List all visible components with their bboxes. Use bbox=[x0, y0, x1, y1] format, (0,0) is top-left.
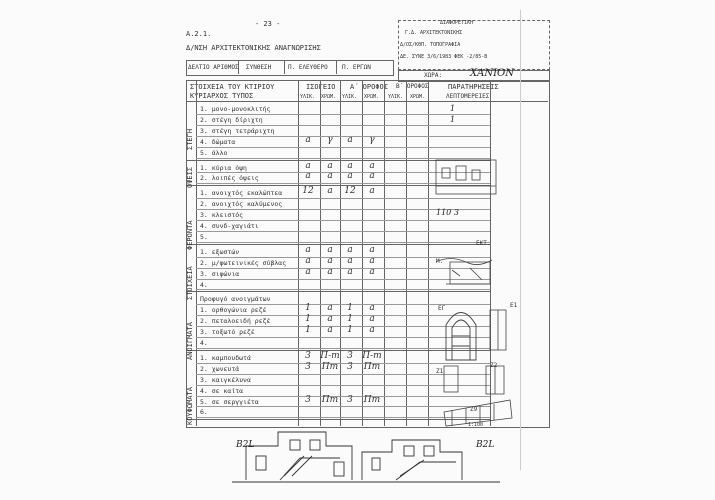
row-value: 1 bbox=[347, 325, 353, 336]
row-value: a bbox=[369, 171, 375, 182]
row-number: 4. bbox=[200, 339, 208, 347]
row-text: κύρια όψη bbox=[211, 163, 247, 172]
row-value: a bbox=[347, 255, 353, 266]
row-value: a bbox=[347, 160, 353, 171]
row-number: 3. bbox=[200, 375, 208, 384]
row-number: 2. bbox=[200, 115, 208, 124]
sketch-label-ekt: ΕΚΤ. bbox=[476, 240, 491, 247]
section-label-koufomata: ΚΟΥΦΩΜΑΤΑ bbox=[186, 387, 194, 425]
col-b-orofos: Β΄ ΟΡΟΦΟΣ bbox=[396, 83, 429, 90]
row-value: a bbox=[369, 303, 375, 314]
row-number: 5. bbox=[200, 397, 208, 406]
form-title: Δ/ΝΣΗ ΑΡΧΙΤΕΚΤΟΝΙΚΗΣ ΑΝΑΓΝΩΡΙΣΗΣ bbox=[186, 44, 321, 52]
row-number: 5. bbox=[200, 232, 208, 241]
row-number: 1. bbox=[200, 306, 208, 315]
row-number: 5. bbox=[200, 148, 208, 157]
row-value: γ bbox=[369, 134, 375, 145]
row-number: 1. bbox=[200, 353, 208, 362]
row-value: 1 bbox=[305, 325, 311, 336]
row-number: 4. bbox=[200, 386, 208, 395]
row-text: στέγη δίριχτη bbox=[211, 115, 263, 124]
row-number: 3. bbox=[200, 269, 208, 278]
building-sketch-icon bbox=[436, 160, 496, 194]
row-value: Π-m bbox=[320, 350, 340, 361]
row-value: a bbox=[305, 266, 311, 277]
row-text: ορθογώνια ρεζέ bbox=[211, 306, 267, 315]
row-value: a bbox=[327, 303, 333, 314]
row-text: συνδ-χαγιάτι bbox=[211, 222, 259, 230]
row-value: 3 bbox=[347, 394, 353, 405]
subcol-4: ΧΡΩΜ. bbox=[364, 94, 380, 100]
row-value: 3 bbox=[305, 394, 311, 405]
row-value: 1 bbox=[347, 303, 353, 314]
row-text: σε σεργγιέτα bbox=[211, 397, 259, 406]
row-value: a bbox=[369, 314, 375, 325]
row-text: εξωστών bbox=[211, 247, 240, 256]
remark-top-2: 1 bbox=[450, 115, 456, 124]
sketch-label-e1: Ε1 bbox=[510, 302, 518, 309]
row-value: a bbox=[305, 171, 311, 182]
row-text: μονο-μονοκλιτής bbox=[211, 105, 271, 113]
col-main-header: ΣΤΟΙΧΕΙΑ ΤΟΥ ΚΤΙΡΙΟΥ bbox=[190, 83, 275, 91]
stamp-line-3: Δ/ΟΣ/ΚΘΠ. ΤΟΠΟΓΡΑΦΙΑ bbox=[400, 42, 461, 48]
row-text: δώματα bbox=[211, 137, 236, 146]
row-value: 1 bbox=[305, 314, 311, 325]
sketch-label-z9: Ζ9 bbox=[470, 406, 478, 413]
field-deltio: ΔΕΛΤΙΟ ΑΡΙΘΜΟΣ bbox=[188, 64, 239, 71]
row-value: a bbox=[327, 314, 333, 325]
arched-door-icon bbox=[446, 313, 476, 361]
row-value: a bbox=[347, 171, 353, 182]
row-text: σιφώνια bbox=[211, 269, 240, 278]
remark-top-1: 1 bbox=[450, 104, 456, 113]
row-value: a bbox=[369, 244, 375, 255]
row-value: 3 bbox=[305, 361, 311, 372]
col-remarks-sub: ΛΕΠΤΟΜΕΡΕΙΕΣ bbox=[446, 93, 490, 100]
row-number: 1. bbox=[200, 247, 208, 256]
section-label-anoigmata: ΑΝΟΙΓΜΑΤΑ bbox=[186, 322, 194, 360]
sketch-scale: 1:100 bbox=[468, 422, 484, 428]
bottom-label-left: Β2L bbox=[236, 440, 255, 450]
sketch-label-z1: Ζ1 bbox=[436, 368, 444, 375]
row-text: καμπουδωτά bbox=[211, 353, 251, 362]
row-text: χωνευτά bbox=[211, 364, 240, 373]
form-code: Α.2.1. bbox=[186, 30, 212, 38]
row-number: 4. bbox=[200, 137, 208, 146]
row-number: 2. bbox=[200, 364, 208, 373]
subcol-6: ΧΡΩΜ. bbox=[410, 94, 426, 100]
bottom-label-right: Β2L bbox=[476, 440, 495, 450]
row-value: a bbox=[327, 244, 333, 255]
row-number: 4. bbox=[200, 222, 208, 230]
remark-mid: 110 3 bbox=[436, 208, 459, 217]
row-number: 3. bbox=[200, 328, 208, 337]
place-label: ΧΩΡΑ: bbox=[424, 72, 443, 79]
row-value: a bbox=[305, 134, 311, 145]
row-text: τοξωτό ρεζέ bbox=[211, 328, 255, 337]
row-value: a bbox=[369, 325, 375, 336]
row-number: 2. bbox=[200, 174, 208, 183]
row-number: 1. bbox=[200, 163, 208, 172]
row-value: Πm bbox=[363, 361, 381, 372]
row-text: άλλο bbox=[211, 148, 228, 157]
sketch-label-z2: Ζ2 bbox=[490, 362, 498, 369]
row-value: a bbox=[347, 134, 353, 145]
scan-fold-line bbox=[520, 10, 521, 470]
row-value: a bbox=[327, 186, 333, 197]
row-value: a bbox=[369, 160, 375, 171]
section-label-feronta: ΦΕΡΟΝΤΑ bbox=[186, 220, 194, 250]
field-synthesi: ΣΥΝΘΕΣΗ bbox=[246, 64, 272, 71]
stamp-line-4: ΔΕ. ΣΥΝΕ 3/6/1983 ΦΕΚ -2/85-Β bbox=[400, 54, 488, 60]
tall-window-icon bbox=[490, 310, 506, 350]
row-text: ανοιχτός καλύμενος bbox=[211, 200, 283, 209]
row-value: 1 bbox=[305, 303, 311, 314]
section-label-stegi: ΣΤΕΓΗ bbox=[186, 128, 194, 150]
row-value: 3 bbox=[347, 361, 353, 372]
section-label-opseis: ΟΨΕΙΣ bbox=[186, 166, 194, 188]
row-value: a bbox=[347, 266, 353, 277]
row-text: σε καίτα bbox=[211, 386, 244, 395]
field-eleuthero: Π. ΕΛΕΥΘΕΡΟ bbox=[288, 64, 328, 71]
row-value: a bbox=[305, 244, 311, 255]
stamp-line-2: Γ.Δ. ΑΡΧΙΤΕΚΤΟΝΙΚΗΣ bbox=[405, 30, 463, 36]
stamp-line-1: ΔΙΑΦΟΡΕΤΙΚΗ bbox=[440, 20, 474, 26]
col-sub-header: ΚΥΡΙΑΡΧΟΣ ΤΥΠΟΣ bbox=[190, 92, 254, 100]
row-text: κλειστός bbox=[211, 211, 244, 220]
row-number: 3. bbox=[200, 126, 208, 135]
row-value: a bbox=[369, 186, 375, 197]
row-value: a bbox=[327, 266, 333, 277]
row-number: 2. bbox=[200, 317, 208, 326]
row-value: γ bbox=[327, 134, 333, 145]
row-number: 1. bbox=[200, 189, 208, 198]
subcol-2: ΧΡΩΜ. bbox=[321, 94, 337, 100]
row-text: μ/φωτεινικές σύβλας bbox=[211, 258, 287, 267]
row-value: 12 bbox=[344, 186, 356, 197]
row-text: λοιπές όψεις bbox=[211, 174, 259, 183]
row-value: a bbox=[327, 171, 333, 182]
row-value: a bbox=[305, 255, 311, 266]
row-text: ανοιχτός εκαλώπτεα bbox=[211, 189, 283, 198]
row-value: a bbox=[327, 255, 333, 266]
col-isogeio: ΙΣΟΓΕΙΟ bbox=[306, 83, 336, 91]
row-value: Π-m bbox=[362, 350, 382, 361]
sketch-label-m: Μ. bbox=[436, 258, 444, 265]
sketch-label-eg: ΕΓ bbox=[438, 305, 446, 312]
row-value: 12 bbox=[302, 186, 314, 197]
page-number: - 23 - bbox=[255, 20, 281, 28]
section-label-stoixeia: ΣΤΟΙΧΕΙΑ bbox=[186, 266, 194, 300]
subcol-1: ΥΛΙΚ. bbox=[300, 94, 316, 100]
stairs-sketch-icon bbox=[436, 259, 492, 285]
row-value: a bbox=[327, 160, 333, 171]
row-value: Πm bbox=[321, 394, 339, 405]
row-number: 3. bbox=[200, 211, 208, 220]
subcol-5: ΥΛΙΚ. bbox=[388, 94, 404, 100]
place-value: ΧΑΝΙΟΝ bbox=[470, 68, 514, 79]
field-ergon: Π. ΕΡΓΩΝ bbox=[342, 64, 371, 71]
row-number: 2. bbox=[200, 258, 208, 267]
row-value: 3 bbox=[347, 350, 353, 361]
row-number: 2. bbox=[200, 200, 208, 209]
row-text: πεταλοειδή ρεζέ bbox=[211, 317, 271, 326]
row-value: a bbox=[305, 160, 311, 171]
row-value: a bbox=[369, 255, 375, 266]
col-remarks: ΠΑΡΑΤΗΡΗΣΕΙΣ bbox=[448, 83, 499, 91]
village-sketch-icon bbox=[232, 432, 500, 482]
row-text: καιγκέλυνα bbox=[211, 375, 251, 384]
row-text: στέγη τετράριχτη bbox=[211, 126, 275, 135]
row-text: Προφυγό ανοιγμάτων bbox=[200, 295, 271, 304]
row-number: 6. bbox=[200, 408, 208, 417]
row-value: 1 bbox=[347, 314, 353, 325]
row-value: a bbox=[347, 244, 353, 255]
row-value: 3 bbox=[305, 350, 311, 361]
row-number: 1. bbox=[200, 105, 208, 113]
row-value: a bbox=[327, 325, 333, 336]
row-value: Πm bbox=[321, 361, 339, 372]
shutter-window-icon bbox=[444, 366, 504, 394]
row-value: Πm bbox=[363, 394, 381, 405]
col-orofos: Α΄ ΟΡΟΦΟΣ bbox=[350, 83, 388, 91]
row-number: 4. bbox=[200, 280, 208, 289]
subcol-3: ΥΛΙΚ. bbox=[342, 94, 358, 100]
row-value: a bbox=[369, 266, 375, 277]
balcony-sketch-icon bbox=[444, 400, 512, 426]
